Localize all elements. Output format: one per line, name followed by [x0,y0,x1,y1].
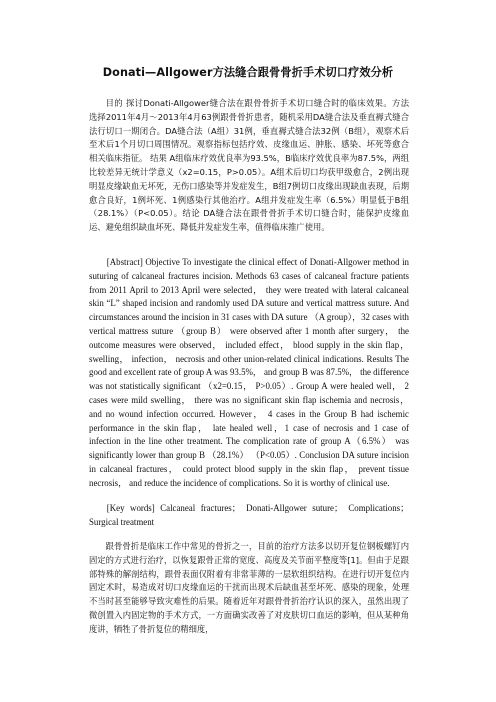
english-abstract-text: [Abstract] Objective To investigate the clinical effect of Donati-Allgower method in suturing of calcaneal fractures incision. Methods 63 cases of calcaneal fracture patients from 2011 April to 2013 April were selected， they were treated with lateral calcaneal skin “L” shaped incision and randomly used DA suture and vertical mattress suture. And circumstances around the incision in 31 cases with DA suture （A group），32 cases with vertical mattress suture （group B） were observed after 1 month after surgery， the outcome measures were observed， included effect， blood supply in the skin flap， swelling， infection， necrosis and other union-related clinical indications. Results The good and excellent rate of group A was 93.5%， and group B was 87.5%， the difference was not statistically significant （x2=0.15， P>0.05）. Group A were healed well， 2 cases were mild swelling， there was no significant skin flap ischemia and necrosis， and no wound infection occurred. However， 4 cases in the Group B had ischemic performance in the skin flap， late healed well，1 case of necrosis and 1 case of infection in the line other treatment. The complication rate of group A（6.5%） was significantly lower than group B （28.1%） （P<0.05）. Conclusion DA suture incision in calcaneal fractures， could protect blood supply in the skin flap， prevent tissue necrosis， and reduce the incidence of complications. So it is worthy of clinical use. [89,257,409,488]
english-abstract [89,256,409,491]
keywords-section [89,502,409,530]
body-intro [89,540,409,637]
keywords-text: [Key words] Calcaneal fractures； Donati-Allgower suture； Complications； Surgical treatment [89,503,409,527]
body-intro-text: 跟骨骨折是临床工作中常见的骨折之一，目前的治疗方法多以切开复位钢板螺钉内固定的方式进行治疗，以恢复跟骨正常的宽度、高度及关节面平整度等[1]。但由于足跟部特殊的解剖结构，跟骨表面仅附着有非常菲薄的一层软组织结构。在进行切开复位内固定术时，易造成对切口皮缘血运的干扰而出现术后缺血甚至坏死、感染的现象，处理不当时甚至能够导致灾难性的后果。随着近年对跟骨骨折治疗认识的深入，虽然出现了微创置入内固定物的手术方式，一方面确实改善了对皮肤切口血运的影响，但从某种角度讲，牺牲了骨折复位的精细度， [89,541,409,634]
chinese-abstract-text: 目的 探讨Donati-Allgower缝合法在跟骨骨折手术切口缝合时的临床效果。方法 选择2011年4月～2013年4月63例跟骨骨折患者，随机采用DA缝合法及垂直褥式缝合法行切口一期闭合。DA缝合法（A组）31例，垂直褥式缝合法32例（B组），观察术后至术后1个月切口周围情况。观察指标包括疗效、皮缘血运、肿胀、感染、坏死等愈合相关临床指征。 结果 A组临床疗效优良率为93.5%，B临床疗效优良率为87.5%，两组比较差异无统计学意义（x2=0.15，P>0.05）。A组术后切口均获甲级愈合，2例出现明显皮缘缺血无坏死，无伤口感染等并发症发生，B组7例切口皮缘出现缺血表现，后期愈合良好，1例坏死、1例感染行其他治疗。A组并发症发生率（6.5%）明显低于B组（28.1%）（P<0.05）。结论 DA缝合法在跟骨骨折手术切口缝合时，能保护皮缘血运、避免组织缺血坏死、降低并发症发生率，值得临床推广使用。 [89,98,409,233]
paper-title: Donati—Allgower方法缝合跟骨骨折手术切口疗效分析 [102,66,394,79]
chinese-abstract [89,97,409,235]
